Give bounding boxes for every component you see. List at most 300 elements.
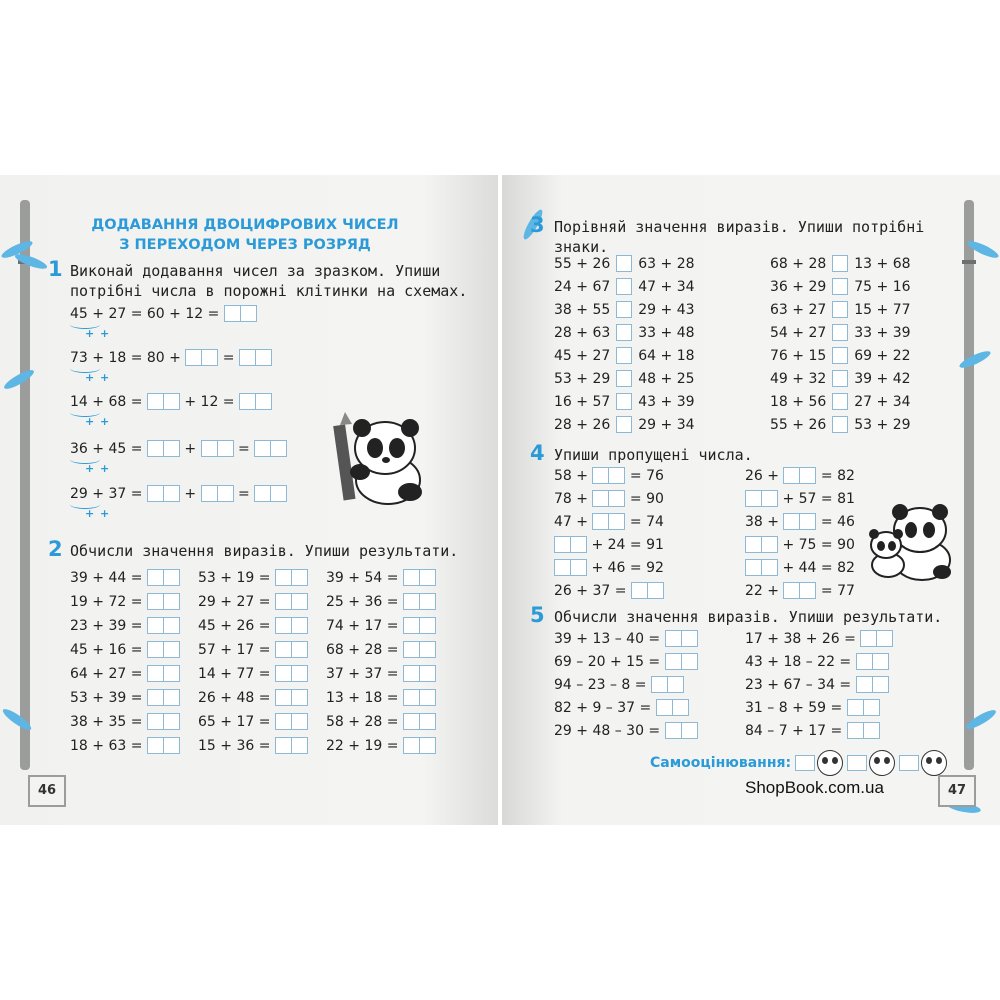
comparison-sign-cell[interactable] (832, 370, 848, 387)
expression-text: 53 + 29 (554, 370, 611, 387)
answer-cell[interactable] (163, 689, 180, 706)
expression-row (326, 689, 436, 706)
comparison-sign-cell[interactable] (832, 347, 848, 364)
expression-text: + 46 = 92 (591, 559, 664, 576)
comparison-row (554, 255, 695, 272)
answer-cell[interactable] (419, 713, 436, 730)
expression-row (745, 653, 889, 670)
scheme-row: 45 + 27 = 60 + 12 = (70, 305, 257, 322)
scheme-plus: + + (85, 507, 111, 520)
comparison-sign-cell[interactable] (832, 416, 848, 433)
answer-cell[interactable] (419, 737, 436, 754)
expression-text: 38 + 35 = (70, 713, 143, 730)
comparison-sign-cell[interactable] (832, 278, 848, 295)
expression-text: 49 + 32 (770, 370, 827, 387)
expression-text: 68 + 28 (770, 255, 827, 272)
task-instruction: Упиши пропущені числа. (554, 446, 753, 464)
expression-row (554, 676, 684, 693)
answer-cell[interactable] (147, 713, 164, 730)
answer-cell[interactable] (254, 485, 271, 502)
expression-text: 13 + 18 = (326, 689, 399, 706)
missing-number-row (554, 490, 664, 507)
comparison-sign-cell[interactable] (616, 324, 632, 341)
answer-cell[interactable] (275, 713, 292, 730)
answer-cell[interactable] (255, 349, 272, 366)
comparison-sign-cell[interactable] (832, 393, 848, 410)
expression-row (70, 593, 180, 610)
expression-text: 28 + 26 (554, 416, 611, 433)
expression-row (554, 722, 698, 739)
expression-row (198, 641, 308, 658)
answer-cell[interactable] (291, 641, 308, 658)
expression-text: 68 + 28 = (326, 641, 399, 658)
answer-cell[interactable] (403, 641, 420, 658)
answer-cell[interactable] (847, 722, 864, 739)
expression-text: 64 + 27 = (70, 665, 143, 682)
answer-cell[interactable] (147, 440, 164, 457)
expression-text: = 76 (629, 467, 664, 484)
answer-cell[interactable] (403, 593, 420, 610)
expression-text: 39 + 42 (854, 370, 911, 387)
expression-text: 19 + 72 = (70, 593, 143, 610)
expression-text: 78 + (554, 490, 588, 507)
expression-text: 25 + 36 = (326, 593, 399, 610)
answer-cell[interactable] (403, 617, 420, 634)
answer-cell[interactable] (592, 467, 609, 484)
scheme-row: 73 + 18 = 80 + = (70, 349, 272, 366)
answer-cell[interactable] (419, 665, 436, 682)
answer-cell[interactable] (403, 713, 420, 730)
expression-text: 26 + 37 = (554, 582, 627, 599)
expression-text: 58 + 28 = (326, 713, 399, 730)
expression-text: 45 + 16 = (70, 641, 143, 658)
answer-cell[interactable] (872, 676, 889, 693)
answer-cell[interactable] (147, 393, 164, 410)
task-instruction: Порівняй значення виразів. Упиши потрібні знаки. (554, 218, 925, 256)
comparison-sign-cell[interactable] (832, 301, 848, 318)
expression-row (745, 630, 893, 647)
task-number: 2 (48, 537, 63, 561)
answer-cell[interactable] (876, 630, 893, 647)
expression-text: 22 + (745, 582, 779, 599)
bamboo-stalk-right (964, 200, 974, 770)
expression-text: 14 + 77 = (198, 665, 271, 682)
comparison-row (554, 370, 695, 387)
answer-cell[interactable] (856, 676, 873, 693)
answer-cell[interactable] (275, 617, 292, 634)
comparison-row (554, 347, 695, 364)
answer-cell[interactable] (419, 569, 436, 586)
panda-face-icon (869, 750, 895, 776)
expression-row (554, 699, 689, 716)
missing-number-row (554, 559, 664, 576)
answer-cell[interactable] (217, 440, 234, 457)
answer-cell[interactable] (163, 617, 180, 634)
answer-cell[interactable] (147, 641, 164, 658)
answer-cell[interactable] (163, 593, 180, 610)
answer-cell[interactable] (291, 617, 308, 634)
answer-cell[interactable] (147, 485, 164, 502)
expression-text: 57 + 17 = (198, 641, 271, 658)
expression-text: 36 + 29 (770, 278, 827, 295)
answer-cell[interactable] (799, 513, 816, 530)
expression-text: 23 + 67 – 34 = (745, 676, 852, 693)
answer-cell[interactable] (201, 485, 218, 502)
bamboo-leaf (958, 348, 993, 371)
answer-cell[interactable] (403, 665, 420, 682)
answer-cell[interactable] (291, 689, 308, 706)
answer-cell[interactable] (275, 689, 292, 706)
task-number: 3 (530, 213, 545, 237)
expression-text: 29 + 34 (638, 416, 695, 433)
answer-cell[interactable] (761, 559, 778, 576)
comparison-row (770, 393, 911, 410)
answer-cell[interactable] (147, 689, 164, 706)
scheme-plus: + + (85, 462, 111, 475)
comparison-row (770, 278, 911, 295)
answer-cell[interactable] (147, 617, 164, 634)
answer-cell[interactable] (667, 676, 684, 693)
bamboo-stalk-left (20, 200, 30, 770)
expression-row (198, 737, 308, 754)
expression-row (554, 630, 698, 647)
expression-text: 53 + 29 (854, 416, 911, 433)
expression-text: 63 + 27 (770, 301, 827, 318)
answer-cell[interactable] (860, 630, 877, 647)
page-number: 47 (938, 775, 976, 807)
self-eval-box[interactable] (899, 755, 919, 771)
missing-number-row (745, 513, 855, 530)
comparison-row (770, 370, 911, 387)
expression-row (70, 713, 180, 730)
self-eval-box[interactable] (795, 755, 815, 771)
expression-text: 22 + 19 = (326, 737, 399, 754)
expression-text: 29 + 27 = (198, 593, 271, 610)
answer-cell[interactable] (419, 641, 436, 658)
expression-row (326, 617, 436, 634)
expression-row (745, 676, 889, 693)
comparison-sign-cell[interactable] (616, 255, 632, 272)
watermark: ShopBook.com.ua (745, 778, 884, 797)
scheme-row: 36 + 45 = + = (70, 440, 287, 457)
expression-text: 65 + 17 = (198, 713, 271, 730)
right-page (502, 175, 1000, 825)
answer-cell[interactable] (672, 699, 689, 716)
expression-row (745, 699, 880, 716)
answer-cell[interactable] (163, 440, 180, 457)
expression-text: 15 + 36 = (198, 737, 271, 754)
answer-cell[interactable] (863, 699, 880, 716)
expression-text: + 75 = 90 (782, 536, 855, 553)
answer-cell[interactable] (275, 593, 292, 610)
answer-cell[interactable] (275, 641, 292, 658)
answer-cell[interactable] (665, 630, 682, 647)
missing-number-row (554, 582, 664, 599)
expression-text: 17 + 38 + 26 = (745, 630, 856, 647)
answer-cell[interactable] (554, 559, 571, 576)
answer-cell[interactable] (592, 513, 609, 530)
answer-cell[interactable] (291, 665, 308, 682)
answer-cell[interactable] (275, 569, 292, 586)
answer-cell[interactable] (872, 653, 889, 670)
expression-row (70, 689, 180, 706)
answer-cell[interactable] (275, 665, 292, 682)
expression-text: 38 + (745, 513, 779, 530)
answer-cell[interactable] (147, 737, 164, 754)
answer-cell[interactable] (656, 699, 673, 716)
expression-text: 64 + 18 (638, 347, 695, 364)
expression-row (326, 593, 436, 610)
expression-text: 84 – 7 + 17 = (745, 722, 843, 739)
expression-text: 55 + 26 (770, 416, 827, 433)
answer-cell[interactable] (275, 737, 292, 754)
expression-row (198, 665, 308, 682)
answer-cell[interactable] (270, 440, 287, 457)
missing-number-row (745, 582, 855, 599)
comparison-row (770, 301, 911, 318)
answer-cell[interactable] (651, 676, 668, 693)
answer-cell[interactable] (761, 490, 778, 507)
comparison-sign-cell[interactable] (832, 324, 848, 341)
answer-cell[interactable] (570, 536, 587, 553)
panda-pencil-illustration (330, 410, 430, 510)
expression-row (198, 617, 308, 634)
answer-cell[interactable] (224, 305, 241, 322)
task-number: 1 (48, 257, 63, 281)
task-number: 5 (530, 603, 545, 627)
expression-text: 45 + 27 (554, 347, 611, 364)
answer-cell[interactable] (681, 722, 698, 739)
answer-cell[interactable] (863, 722, 880, 739)
expression-text: 26 + 48 = (198, 689, 271, 706)
answer-cell[interactable] (608, 467, 625, 484)
missing-number-row (745, 490, 855, 507)
expression-text: 13 + 68 (854, 255, 911, 272)
panda-face-icon (921, 750, 947, 776)
expression-text: + 57 = 81 (782, 490, 855, 507)
expression-text: = 77 (820, 582, 855, 599)
scheme-plus: + + (85, 415, 111, 428)
book-spread (0, 175, 1000, 825)
panda-face-icon (817, 750, 843, 776)
answer-cell[interactable] (163, 485, 180, 502)
answer-cell[interactable] (403, 689, 420, 706)
answer-cell[interactable] (163, 713, 180, 730)
expression-text: 38 + 55 (554, 301, 611, 318)
expression-text: 18 + 63 = (70, 737, 143, 754)
expression-row (198, 569, 308, 586)
pandas-illustration (862, 500, 957, 585)
expression-text: + 24 = 91 (591, 536, 664, 553)
expression-text: 48 + 25 (638, 370, 695, 387)
comparison-row (770, 255, 911, 272)
comparison-sign-cell[interactable] (616, 393, 632, 410)
answer-cell[interactable] (783, 467, 800, 484)
expression-text: 76 + 15 (770, 347, 827, 364)
answer-cell[interactable] (147, 593, 164, 610)
answer-cell[interactable] (163, 665, 180, 682)
answer-cell[interactable] (240, 305, 257, 322)
comparison-sign-cell[interactable] (616, 416, 632, 433)
expression-text: 47 + (554, 513, 588, 530)
answer-cell[interactable] (419, 617, 436, 634)
comparison-row (554, 278, 695, 295)
expression-row (326, 713, 436, 730)
answer-cell[interactable] (783, 582, 800, 599)
expression-text: 55 + 26 (554, 255, 611, 272)
expression-text: 15 + 77 (854, 301, 911, 318)
answer-cell[interactable] (761, 536, 778, 553)
answer-cell[interactable] (592, 490, 609, 507)
expression-text: 82 + 9 – 37 = (554, 699, 652, 716)
expression-row (70, 737, 180, 754)
answer-cell[interactable] (255, 393, 272, 410)
answer-cell[interactable] (647, 582, 664, 599)
answer-cell[interactable] (856, 653, 873, 670)
expression-row (326, 737, 436, 754)
expression-text: 18 + 56 (770, 393, 827, 410)
expression-row (326, 665, 436, 682)
expression-text: + 44 = 82 (782, 559, 855, 576)
comparison-row (770, 347, 911, 364)
answer-cell[interactable] (419, 689, 436, 706)
self-eval-box[interactable] (847, 755, 867, 771)
scheme-plus: + + (85, 371, 111, 384)
expression-text: 39 + 44 = (70, 569, 143, 586)
scheme-row: 29 + 37 = + = (70, 485, 287, 502)
answer-cell[interactable] (681, 653, 698, 670)
missing-number-row (745, 536, 855, 553)
answer-cell[interactable] (239, 349, 256, 366)
comparison-row (554, 324, 695, 341)
expression-text: 24 + 67 (554, 278, 611, 295)
expression-text: = 82 (820, 467, 855, 484)
page-number: 46 (28, 775, 66, 807)
expression-text: 75 + 16 (854, 278, 911, 295)
missing-number-row (554, 536, 664, 553)
scheme-row: 14 + 68 = + 12 = (70, 393, 272, 410)
page-title: ДОДАВАННЯ ДВОЦИФРОВИХ ЧИСЕЛ З ПЕРЕХОДОМ ЧЕРЕЗ РОЗРЯД (91, 217, 399, 253)
answer-cell[interactable] (270, 485, 287, 502)
expression-row (326, 641, 436, 658)
answer-cell[interactable] (419, 593, 436, 610)
missing-number-row (745, 467, 855, 484)
expression-text: 53 + 19 = (198, 569, 271, 586)
answer-cell[interactable] (163, 393, 180, 410)
expression-row (198, 593, 308, 610)
answer-cell[interactable] (254, 440, 271, 457)
answer-cell[interactable] (163, 641, 180, 658)
missing-number-row (554, 513, 664, 530)
expression-row (198, 689, 308, 706)
expression-text: 29 + 48 – 30 = (554, 722, 661, 739)
answer-cell[interactable] (608, 490, 625, 507)
answer-cell[interactable] (201, 349, 218, 366)
answer-cell[interactable] (631, 582, 648, 599)
answer-cell[interactable] (783, 513, 800, 530)
answer-cell[interactable] (163, 737, 180, 754)
expression-text: 94 – 23 – 8 = (554, 676, 647, 693)
answer-cell[interactable] (847, 699, 864, 716)
answer-cell[interactable] (554, 536, 571, 553)
scheme-plus: + + (85, 327, 111, 340)
task-instruction: Виконай додавання чисел за зразком. Упиши потрібні числа в порожні клітинки на схемах. (70, 262, 468, 300)
comparison-sign-cell[interactable] (616, 301, 632, 318)
answer-cell[interactable] (185, 349, 202, 366)
answer-cell[interactable] (745, 559, 762, 576)
expression-text: 69 + 22 (854, 347, 911, 364)
expression-text: 16 + 57 (554, 393, 611, 410)
expression-text: 47 + 34 (638, 278, 695, 295)
answer-cell[interactable] (570, 559, 587, 576)
expression-text: 23 + 39 = (70, 617, 143, 634)
comparison-sign-cell[interactable] (616, 347, 632, 364)
answer-cell[interactable] (665, 722, 682, 739)
answer-cell[interactable] (745, 490, 762, 507)
expression-text: 29 + 43 (638, 301, 695, 318)
answer-cell[interactable] (681, 630, 698, 647)
comparison-sign-cell[interactable] (616, 370, 632, 387)
comparison-sign-cell[interactable] (832, 255, 848, 272)
answer-cell[interactable] (147, 569, 164, 586)
self-evaluation-label: Самооцінювання: (650, 755, 792, 771)
expression-text: 27 + 34 (854, 393, 911, 410)
answer-cell[interactable] (163, 569, 180, 586)
answer-cell[interactable] (403, 737, 420, 754)
answer-cell[interactable] (665, 653, 682, 670)
expression-row (326, 569, 436, 586)
expression-text: = 46 (820, 513, 855, 530)
expression-text: = 90 (629, 490, 664, 507)
answer-cell[interactable] (291, 737, 308, 754)
left-page (0, 175, 498, 825)
answer-cell[interactable] (201, 440, 218, 457)
answer-cell[interactable] (147, 665, 164, 682)
expression-row (198, 713, 308, 730)
expression-text: 63 + 28 (638, 255, 695, 272)
expression-text: 69 – 20 + 15 = (554, 653, 661, 670)
expression-text: 37 + 37 = (326, 665, 399, 682)
expression-text: 39 + 13 – 40 = (554, 630, 661, 647)
answer-cell[interactable] (745, 536, 762, 553)
expression-text: 26 + (745, 467, 779, 484)
expression-row (70, 617, 180, 634)
comparison-sign-cell[interactable] (616, 278, 632, 295)
answer-cell[interactable] (291, 569, 308, 586)
expression-row (554, 653, 698, 670)
task-instruction: Обчисли значення виразів. Упиши результати. (554, 608, 943, 626)
answer-cell[interactable] (799, 582, 816, 599)
expression-text: = 74 (629, 513, 664, 530)
answer-cell[interactable] (799, 467, 816, 484)
comparison-row (554, 416, 695, 433)
answer-cell[interactable] (239, 393, 256, 410)
comparison-row (770, 324, 911, 341)
answer-cell[interactable] (217, 485, 234, 502)
answer-cell[interactable] (291, 593, 308, 610)
bamboo-leaf (2, 367, 36, 392)
expression-text: 74 + 17 = (326, 617, 399, 634)
comparison-row (554, 301, 695, 318)
comparison-row (770, 416, 911, 433)
answer-cell[interactable] (608, 513, 625, 530)
expression-row (70, 569, 180, 586)
expression-row (70, 641, 180, 658)
answer-cell[interactable] (403, 569, 420, 586)
expression-text: 45 + 26 = (198, 617, 271, 634)
comparison-row (554, 393, 695, 410)
answer-cell[interactable] (291, 713, 308, 730)
